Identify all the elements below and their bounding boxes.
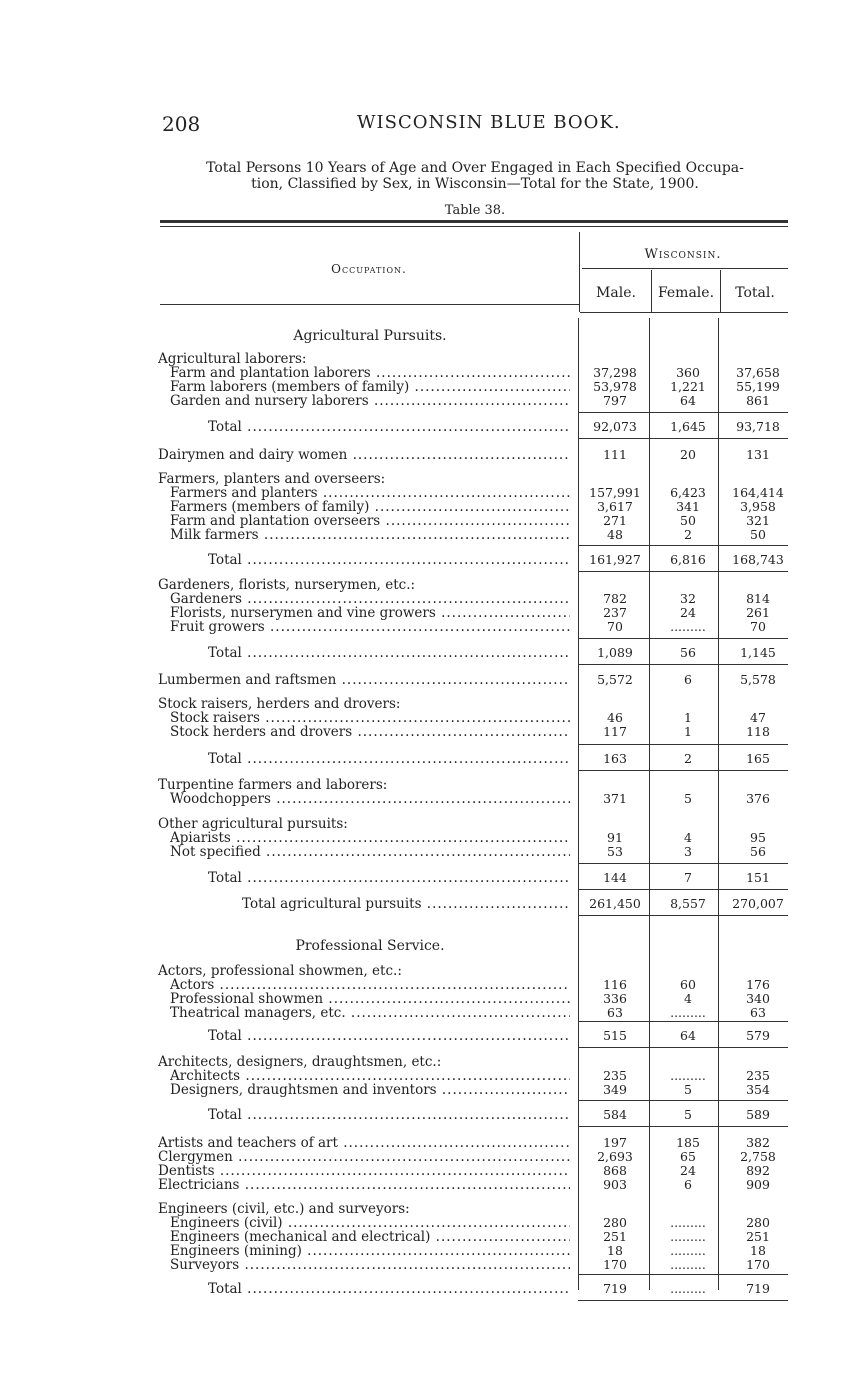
table-row (150, 673, 790, 687)
occupation-label: Not specified ..... (170, 845, 570, 859)
female-value: 6 (684, 1177, 692, 1192)
male-value: 237 (603, 605, 627, 620)
female-value: ......... (670, 1281, 706, 1296)
female-value: 5 (684, 791, 692, 806)
occupation-label: Surveyors ..... (170, 1258, 570, 1272)
total-row (150, 1029, 790, 1043)
female-value: 2 (684, 751, 692, 766)
female-value: 64 (680, 1028, 696, 1043)
total-value: 176 (746, 977, 770, 992)
subtotal-rule-bottom (578, 1047, 788, 1049)
male-value: 91 (607, 830, 623, 845)
total-value: 151 (746, 870, 770, 885)
caption-line-1: Total Persons 10 Years of Age and Over Engaged in Each Specified Occupa- (206, 160, 744, 176)
occupation-label: Gardeners, florists, nurserymen, etc.: (158, 578, 416, 592)
total-value: 261 (746, 605, 770, 620)
total-value: 892 (746, 1163, 770, 1178)
female-value: 360 (676, 365, 700, 380)
subtotal-rule (578, 744, 788, 746)
male-value: 584 (603, 1107, 627, 1122)
occupation-label: Total ..... (208, 646, 570, 660)
female-value: 1 (684, 724, 692, 739)
total-value: 3,958 (740, 499, 776, 514)
female-value: 6,423 (670, 485, 706, 500)
occupation-label: Farm and plantation laborers ..... (170, 366, 570, 380)
female-value: ......... (670, 1068, 706, 1083)
male-value: 5,572 (597, 672, 633, 687)
table-row (150, 1164, 790, 1178)
group-heading (150, 697, 790, 711)
female-value: 1 (684, 710, 692, 725)
table-row (150, 592, 790, 606)
table-row (150, 620, 790, 634)
male-value: 46 (607, 710, 623, 725)
total-value: 165 (746, 751, 770, 766)
male-value: 336 (603, 991, 627, 1006)
occupation-label: Dairymen and dairy women ..... (158, 448, 570, 462)
total-value: 2,758 (740, 1149, 776, 1164)
header-divider-2 (651, 270, 652, 312)
table-row (150, 486, 790, 500)
group-heading (150, 578, 790, 592)
female-value: ......... (670, 1257, 706, 1272)
total-value: 55,199 (736, 379, 780, 394)
occupation-label: Stock herders and drovers ..... (170, 725, 570, 739)
female-value: 7 (684, 870, 692, 885)
total-row (150, 420, 790, 434)
subtotal-rule-bottom (578, 1300, 788, 1302)
occupation-label: Engineers (civil, etc.) and surveyors: (158, 1202, 410, 1216)
group-heading (150, 472, 790, 486)
table-row (150, 1069, 790, 1083)
female-value: 32 (680, 591, 696, 606)
occupation-label: Other agricultural pursuits: (158, 817, 348, 831)
caption-line-2: tion, Classified by Sex, in Wisconsin—Total for the State, 1900. (251, 176, 699, 192)
total-value: 589 (746, 1107, 770, 1122)
total-header: Total. (735, 285, 775, 301)
total-value: 719 (746, 1281, 770, 1296)
male-value: 197 (603, 1135, 627, 1150)
total-value: 47 (750, 710, 766, 725)
female-value: ......... (670, 1005, 706, 1020)
male-value: 163 (603, 751, 627, 766)
table-row (150, 366, 790, 380)
occupation-label: Engineers (mechanical and electrical) ..... (170, 1230, 570, 1244)
total-value: 909 (746, 1177, 770, 1192)
subtotal-rule (578, 1100, 788, 1102)
male-value: 719 (603, 1281, 627, 1296)
total-value: 168,743 (732, 552, 784, 567)
total-value: 37,658 (736, 365, 780, 380)
occupation-label: Stock raisers ..... (170, 711, 570, 725)
male-value: 161,927 (589, 552, 641, 567)
subtotal-rule-bottom (578, 438, 788, 440)
occupation-label: Fruit growers ..... (170, 620, 570, 634)
total-row (150, 871, 790, 885)
female-value: 24 (680, 1163, 696, 1178)
male-value: 1,089 (597, 645, 633, 660)
table-row (150, 711, 790, 725)
occupation-label: Florists, nurserymen and vine growers ..... (170, 606, 570, 620)
table-row (150, 1083, 790, 1097)
male-value: 797 (603, 393, 627, 408)
male-value: 903 (603, 1177, 627, 1192)
male-value: 3,617 (597, 499, 633, 514)
total-value: 354 (746, 1082, 770, 1097)
female-value: 341 (676, 499, 700, 514)
female-value: 2 (684, 527, 692, 542)
male-value: 53 (607, 844, 623, 859)
male-value: 349 (603, 1082, 627, 1097)
occupation-label: Milk farmers ..... (170, 528, 570, 542)
female-value: 60 (680, 977, 696, 992)
total-value: 1,145 (740, 645, 776, 660)
occupation-label: Dentists ..... (158, 1164, 570, 1178)
occupation-label: Artists and teachers of art ..... (158, 1136, 570, 1150)
male-header: Male. (596, 285, 636, 301)
table-row (150, 1006, 790, 1020)
table-row (150, 831, 790, 845)
header-divider (579, 232, 580, 312)
total-value: 270,007 (732, 896, 784, 911)
occupation-label: Designers, draughtsmen and inventors ..... (170, 1083, 570, 1097)
female-value: 6,816 (670, 552, 706, 567)
table-row (150, 500, 790, 514)
male-value: 371 (603, 791, 627, 806)
group-heading (150, 1055, 790, 1069)
female-value: 1,645 (670, 419, 706, 434)
occupation-label: Total agricultural pursuits ..... (242, 897, 570, 911)
male-value: 251 (603, 1229, 627, 1244)
group-heading (150, 964, 790, 978)
occupation-label: Farmers, planters and overseers: (158, 472, 386, 486)
subtotal-rule-bottom (578, 915, 788, 917)
subtotal-rule (578, 545, 788, 547)
total-value: 340 (746, 991, 770, 1006)
subtotal-rule (578, 889, 788, 891)
male-value: 2,693 (597, 1149, 633, 1164)
table-row (150, 992, 790, 1006)
male-value: 170 (603, 1257, 627, 1272)
female-value: 64 (680, 393, 696, 408)
table-row (150, 448, 790, 462)
total-value: 376 (746, 791, 770, 806)
female-value: 8,557 (670, 896, 706, 911)
occupation-header: Occupation. (331, 262, 407, 276)
table-row (150, 514, 790, 528)
subtotal-rule (578, 638, 788, 640)
occupation-label: Total ..... (208, 1029, 570, 1043)
table-row (150, 1216, 790, 1230)
total-value: 70 (750, 619, 766, 634)
occupation-label: Farmers (members of family) ..... (170, 500, 570, 514)
section-heading: Agricultural Pursuits. (293, 328, 447, 344)
subtotal-rule-bottom (578, 664, 788, 666)
subtotal-rule-bottom (578, 770, 788, 772)
total-value: 118 (746, 724, 770, 739)
female-value: 20 (680, 447, 696, 462)
subtotal-rule (578, 1274, 788, 1276)
male-value: 48 (607, 527, 623, 542)
running-title: WISCONSIN BLUE BOOK. (357, 112, 621, 133)
occupation-label: Apiarists ..... (170, 831, 570, 845)
table-row (150, 380, 790, 394)
male-value: 18 (607, 1243, 623, 1258)
table-row (150, 1244, 790, 1258)
total-value: 382 (746, 1135, 770, 1150)
table-top-rule (160, 220, 788, 223)
occupation-label: Total ..... (208, 420, 570, 434)
group-heading (150, 1202, 790, 1216)
female-value: 50 (680, 513, 696, 528)
total-value: 235 (746, 1068, 770, 1083)
male-value: 144 (603, 870, 627, 885)
total-value: 861 (746, 393, 770, 408)
table-top-rule-thin (160, 226, 788, 227)
occupation-label: Gardeners ..... (170, 592, 570, 606)
female-value: 56 (680, 645, 696, 660)
table-row (150, 845, 790, 859)
occupation-label: Architects ..... (170, 1069, 570, 1083)
occupation-label: Professional showmen ..... (170, 992, 570, 1006)
table-row (150, 394, 790, 408)
table-label: Table 38. (444, 203, 506, 218)
female-value: 65 (680, 1149, 696, 1164)
occupation-label: Engineers (civil) ..... (170, 1216, 570, 1230)
female-value: 1,221 (670, 379, 706, 394)
occupation-label: Architects, designers, draughtsmen, etc.: (158, 1055, 442, 1069)
total-value: 18 (750, 1243, 766, 1258)
male-value: 157,991 (589, 485, 641, 500)
subtotal-rule (578, 863, 788, 865)
female-value: 4 (684, 991, 692, 1006)
occupation-label: Lumbermen and raftsmen ..... (158, 673, 570, 687)
male-value: 515 (603, 1028, 627, 1043)
male-value: 261,450 (589, 896, 641, 911)
female-value: ......... (670, 1243, 706, 1258)
total-row (150, 646, 790, 660)
occupation-label: Engineers (mining) ..... (170, 1244, 570, 1258)
section-heading: Professional Service. (295, 938, 445, 954)
total-value: 63 (750, 1005, 766, 1020)
occupation-label: Stock raisers, herders and drovers: (158, 697, 401, 711)
total-value: 5,578 (740, 672, 776, 687)
total-row (150, 752, 790, 766)
total-value: 164,414 (732, 485, 784, 500)
group-heading (150, 817, 790, 831)
male-value: 868 (603, 1163, 627, 1178)
total-value: 579 (746, 1028, 770, 1043)
table-row (150, 528, 790, 542)
header-bottom-rule-left (160, 304, 580, 305)
occupation-label: Woodchoppers ..... (170, 792, 570, 806)
female-value: ......... (670, 619, 706, 634)
table-caption (160, 160, 790, 192)
female-value: 3 (684, 844, 692, 859)
male-value: 280 (603, 1215, 627, 1230)
table-row (150, 1178, 790, 1192)
table-row (150, 1230, 790, 1244)
state-header: Wisconsin. (644, 247, 722, 262)
total-value: 50 (750, 527, 766, 542)
occupation-label: Farmers and planters ..... (170, 486, 570, 500)
total-value: 131 (746, 447, 770, 462)
male-value: 116 (603, 977, 627, 992)
male-value: 271 (603, 513, 627, 528)
occupation-label: Total ..... (208, 1282, 570, 1296)
occupation-label: Theatrical managers, etc. ..... (170, 1006, 570, 1020)
total-value: 814 (746, 591, 770, 606)
total-row (150, 1282, 790, 1296)
header-divider-3 (720, 270, 721, 312)
page-header (162, 112, 802, 136)
occupation-label: Total ..... (208, 553, 570, 567)
subtotal-rule (578, 412, 788, 414)
subtotal-rule (578, 1021, 788, 1023)
occupation-label: Electricians ..... (158, 1178, 570, 1192)
table-row (150, 606, 790, 620)
female-value: ......... (670, 1215, 706, 1230)
female-value: 5 (684, 1082, 692, 1097)
total-value: 95 (750, 830, 766, 845)
occupation-label: Total ..... (208, 752, 570, 766)
occupation-label: Clergymen ..... (158, 1150, 570, 1164)
header-bottom-rule-right (580, 312, 788, 313)
male-value: 63 (607, 1005, 623, 1020)
total-row (150, 897, 790, 911)
occupation-label: Total ..... (208, 871, 570, 885)
total-value: 56 (750, 844, 766, 859)
table-row (150, 1258, 790, 1272)
total-row (150, 553, 790, 567)
group-heading (150, 352, 790, 366)
occupation-label: Garden and nursery laborers ..... (170, 394, 570, 408)
total-value: 321 (746, 513, 770, 528)
state-header-rule (582, 268, 788, 269)
male-value: 782 (603, 591, 627, 606)
occupation-label: Actors, professional showmen, etc.: (158, 964, 402, 978)
male-value: 70 (607, 619, 623, 634)
female-value: 5 (684, 1107, 692, 1122)
female-header: Female. (657, 285, 715, 301)
female-value: 24 (680, 605, 696, 620)
occupation-label: Farm laborers (members of family) ..... (170, 380, 570, 394)
occupation-label: Turpentine farmers and laborers: (158, 778, 388, 792)
male-value: 37,298 (593, 365, 637, 380)
total-value: 93,718 (736, 419, 780, 434)
table-row (150, 1136, 790, 1150)
male-value: 117 (603, 724, 627, 739)
occupation-label: Total ..... (208, 1108, 570, 1122)
male-value: 235 (603, 1068, 627, 1083)
total-value: 280 (746, 1215, 770, 1230)
occupation-label: Actors ..... (170, 978, 570, 992)
subtotal-rule-bottom (578, 571, 788, 573)
female-value: ......... (670, 1229, 706, 1244)
male-value: 111 (603, 447, 627, 462)
table-row (150, 1150, 790, 1164)
total-value: 251 (746, 1229, 770, 1244)
total-row (150, 1108, 790, 1122)
total-value: 170 (746, 1257, 770, 1272)
male-value: 53,978 (593, 379, 637, 394)
table-row (150, 725, 790, 739)
table-row (150, 792, 790, 806)
female-value: 4 (684, 830, 692, 845)
occupation-label: Agricultural laborers: (158, 352, 307, 366)
table-row (150, 978, 790, 992)
female-value: 185 (676, 1135, 700, 1150)
subtotal-rule-bottom (578, 1126, 788, 1128)
male-value: 92,073 (593, 419, 637, 434)
occupation-label: Farm and plantation overseers ..... (170, 514, 570, 528)
female-value: 6 (684, 672, 692, 687)
page-number: 208 (162, 112, 201, 136)
group-heading (150, 778, 790, 792)
